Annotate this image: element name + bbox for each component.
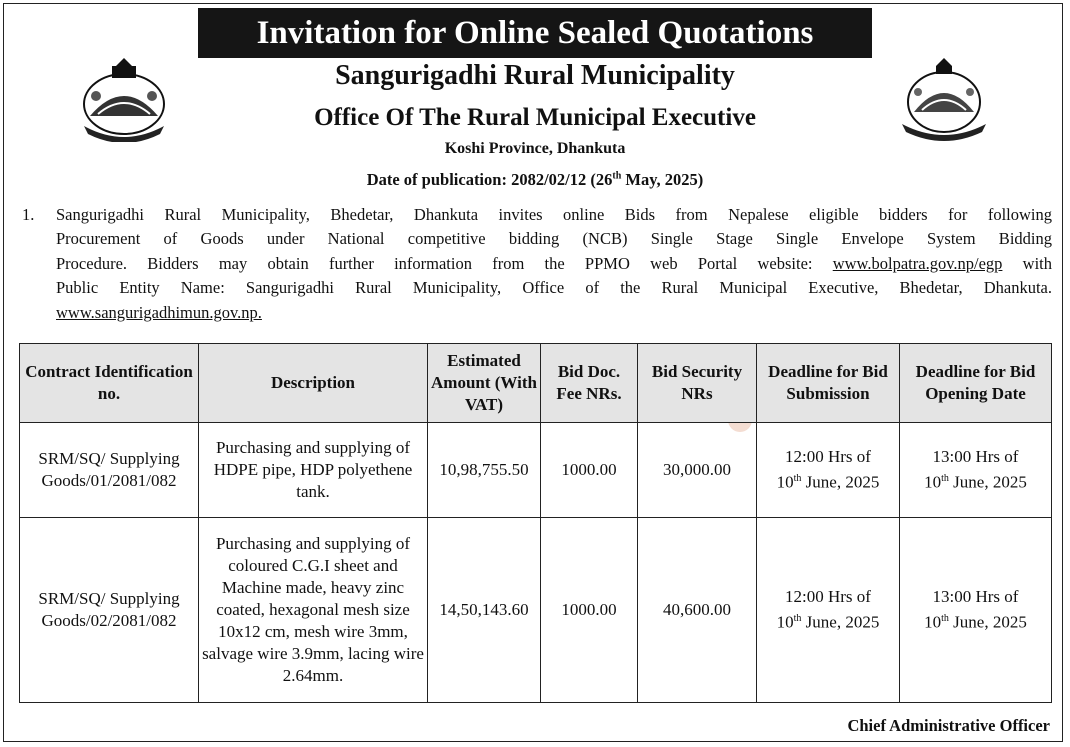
province-line: Koshi Province, Dhankuta [444,140,626,157]
submission-cell: 12:00 Hrs of 10th June, 2025 [757,423,900,518]
col-amount: Estimated Amount (With VAT) [428,344,541,423]
table-row [20,518,1052,703]
municipality-title: Sangurigadhi Rural Municipality [335,60,735,91]
notice-line: Procurement of Goods under National competitive bidding (NCB) Single Stage Single Envelope System Bidding [56,229,1052,249]
notice-line: Sangurigadhi Rural Municipality, Bhedetar, Dhankuta invites online Bids from Nepalese eligible bidders for following [56,205,1052,224]
contract-id-cell: SRM/SQ/ Supplying Goods/02/2081/082 [20,518,199,703]
submission-cell: 12:00 Hrs of 10th June, 2025 [757,518,900,703]
notice-line: Public Entity Name: Sangurigadhi Rural Municipality, Office of the Rural Municipal Executive, Bhedetar, Dhankuta. [56,278,1052,298]
doc-fee-cell: 1000.00 [541,423,638,518]
paragraph-number: 1. [22,205,35,224]
amount-cell: 14,50,143.60 [428,518,541,703]
amount-cell: 10,98,755.50 [428,423,541,518]
notice-paragraph [22,203,1052,325]
table-header-row [20,344,1052,423]
contract-id-cell: SRM/SQ/ Supplying Goods/01/2081/082 [20,423,199,518]
col-submission-deadline: Deadline for Bid Submission [757,344,900,423]
bid-table [19,343,1052,703]
col-description: Description [199,344,428,423]
opening-cell: 13:00 Hrs of 10th June, 2025 [900,518,1052,703]
description-cell: Purchasing and supplying of HDPE pipe, HDP polyethene tank. [199,423,428,518]
security-cell: 40,600.00 [638,518,757,703]
municipality-website-link[interactable]: www.sangurigadhimun.gov.np. [56,302,262,322]
col-doc-fee: Bid Doc. Fee NRs. [541,344,638,423]
description-cell: Purchasing and supplying of coloured C.G.I sheet and Machine made, heavy zinc coated, hexagonal mesh size 10x12 cm, mesh wire 3mm, salvage wire 3.9mm, lacing wire 2.64mm. [199,518,428,703]
security-cell: 30,000.00 [638,423,757,518]
notice-line [56,301,1052,325]
col-contract-id: Contract Identification no. [20,344,199,423]
col-bid-security: Bid Security NRs [638,344,757,423]
opening-cell: 13:00 Hrs of 10th June, 2025 [900,423,1052,518]
office-title: Office Of The Rural Municipal Executive [314,104,756,131]
signoff: Chief Administrative Officer [847,716,1050,735]
notice-line: Procedure. Bidders may obtain further information from the PPMO web Portal website: www.bolpatra.gov.np/egp with [56,253,1052,273]
table-row [20,423,1052,518]
notice-banner: Invitation for Online Sealed Quotations [198,8,872,58]
ppmo-portal-link[interactable]: www.bolpatra.gov.np/egp [832,253,1003,273]
publication-date: Date of publication: 2082/02/12 (26th May, 2025) [366,170,704,189]
col-opening-deadline: Deadline for Bid Opening Date [900,344,1052,423]
doc-fee-cell: 1000.00 [541,518,638,703]
